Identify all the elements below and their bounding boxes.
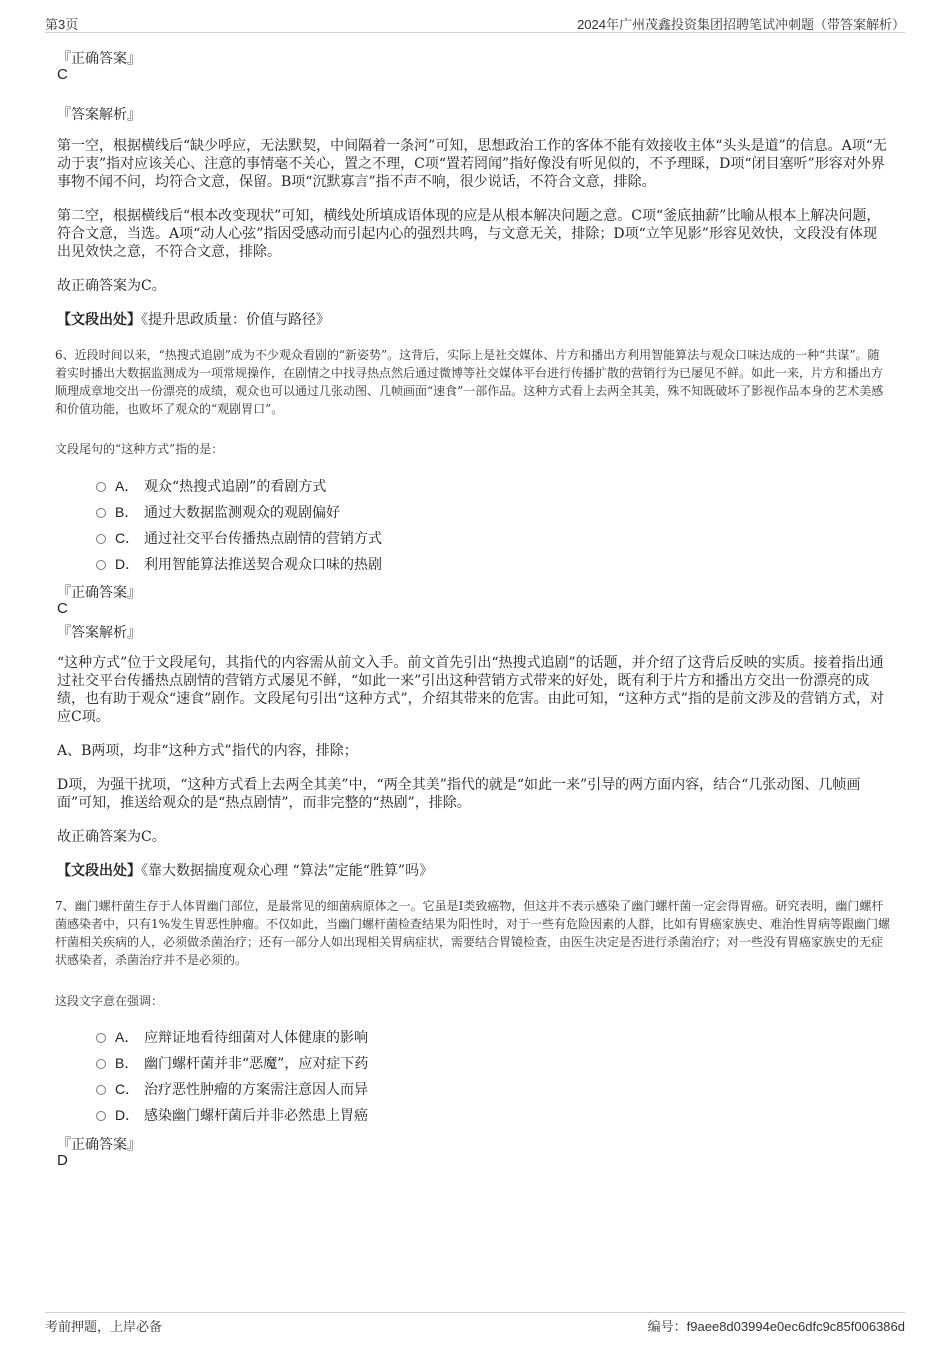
radio-icon[interactable] [96,1059,106,1069]
q5-analysis-label: 『答案解析』 [57,107,141,123]
q7-stem: 7、幽门螺杆菌生存于人体胃幽门部位，是最常见的细菌病原体之一。它虽是Ⅰ类致癌物，但这并不表示感染了幽门螺杆菌一定会得胃癌。研究表明，幽门螺杆菌感染者中，只有1%发生胃恶性肿瘤。不仅如此，当幽门螺杆菌检查结果为阳性时，对于一些有危险因素的人群，比如有胃癌家族史、难治性胃病等跟幽门螺杆菌相关疾病的人，必须做杀菌治疗；还有一部分人如出现相关胃病症状，需要结合胃镜检查，由医生决定是否进行杀菌治疗；对一些没有胃癌家族史的无症状感染者，杀菌治疗并不是必须的。 [55,899,891,967]
q5-answer-label: 『正确答案』 [57,51,141,67]
page-header [45,12,905,33]
q7-answer: D [57,1152,68,1169]
q6-options [96,476,382,574]
radio-icon[interactable] [96,1085,106,1095]
q6-option-c[interactable]: C． 通过社交平台传播热点剧情的营销方式 [96,528,382,548]
document-title: 2024年广州茂鑫投资集团招聘笔试冲刺题（带答案解析） [577,17,905,32]
page-footer [45,1312,905,1335]
source-tag: 【文段出处】 [57,863,141,879]
q6-analysis-label: 『答案解析』 [57,625,141,641]
q5-analysis-p1: 第一空，根据横线后“缺少呼应，无法默契，中间隔着一条河”可知，思想政治工作的客体不能有效接收主体“头头是道”的信息。A项“无动于衷”指对应该关心、注意的事情毫不关心，置之不理，C项“置若罔闻”指好像没有听见似的，不予理睬，D项“闭目塞听”形容对外界事物不闻不问，均符合文意，保留。B项“沉默寡言”指不声不响，很少说话，不符合文意，排除。 [57,138,887,190]
radio-icon[interactable] [96,482,106,492]
radio-icon[interactable] [96,560,106,570]
q6-answer-label: 『正确答案』 [57,585,141,601]
document-code: 编号：f9aee8d03994e0ec6dfc9c85f006386d [647,1319,905,1334]
radio-icon[interactable] [96,1033,106,1043]
q6-stem: 6、近段时间以来，“热搜式追剧”成为不少观众看剧的“新姿势”。这背后，实际上是社交媒体、片方和播出方利用智能算法与观众口味达成的一种“共谋”。随着实时播出大数据监测成为一项常规操作，在剧情之中找寻热点然后通过微博等社交媒体平台进行传播扩散的营销行为已屡见不鲜。如此一来，片方和播出方顺理成章地交出一份漂亮的成绩，观众也可以通过几张动图、几帧画面“速食”一部作品。这种方式看上去两全其美，殊不知既破坏了影视作品本身的艺术美感和价值功能，也败坏了观众的“观剧胃口”。 [55,348,884,416]
radio-icon[interactable] [96,1111,106,1121]
q7-option-d[interactable]: D． 感染幽门螺杆菌后并非必然患上胃癌 [96,1105,368,1125]
q7-option-a[interactable]: A． 应辩证地看待细菌对人体健康的影响 [96,1027,368,1047]
q6-analysis-p1: “这种方式”位于文段尾句，其指代的内容需从前文入手。前文首先引出“热搜式追剧”的话题，并介绍了这背后反映的实质。接着指出通过社交平台传播热点剧情的营销方式屡见不鲜，“如此一来”引出这种营销方式带来的好处，既有利于片方和播出方交出一份漂亮的成绩，也有助于观众“速食”剧作。文段尾句引出“这种方式”，介绍其带来的危害。由此可知，“这种方式”指的是前文涉及的营销方式，对应C项。 [57,655,884,725]
footer-slogan: 考前押题，上岸必备 [45,1319,163,1334]
q6-question: 文段尾句的“这种方式”指的是： [55,442,224,456]
q7-question: 这段文字意在强调： [55,994,164,1008]
q6-option-b[interactable]: B． 通过大数据监测观众的观剧偏好 [96,502,382,522]
q6-analysis-p3: D项，为强干扰项，“这种方式看上去两全其美”中，“两全其美”指代的就是“如此一来”引导的两方面内容，结合“几张动图、几帧画面”可知，推送给观众的是“热点剧情”，而非完整的“热剧”，排除。 [57,777,861,811]
radio-icon[interactable] [96,508,106,518]
q7-answer-label: 『正确答案』 [57,1137,141,1153]
q6-answer: C [57,600,68,617]
q6-option-a[interactable]: A． 观众“热搜式追剧”的看剧方式 [96,476,382,496]
q5-source-title: 《提升思政质量：价值与路径》 [141,312,330,328]
q6-conclusion: 故正确答案为C。 [57,829,166,845]
q6-option-d[interactable]: D． 利用智能算法推送契合观众口味的热剧 [96,554,382,574]
q7-options [96,1027,368,1125]
page-number: 第3页 [45,17,79,32]
q6-source [57,862,433,880]
q6-source-title: 《靠大数据揣度观众心理 “算法”定能“胜算”吗》 [141,863,434,879]
q5-source [57,311,330,329]
q7-option-c[interactable]: C． 治疗恶性肿瘤的方案需注意因人而异 [96,1079,368,1099]
q6-analysis-p2: A、B两项，均非“这种方式”指代的内容，排除； [57,743,358,759]
radio-icon[interactable] [96,534,106,544]
q5-conclusion: 故正确答案为C。 [57,278,166,294]
q5-answer: C [57,66,68,83]
q5-analysis-p2: 第二空，根据横线后“根本改变现状”可知，横线处所填成语体现的应是从根本解决问题之意。C项“釜底抽薪”比喻从根本上解决问题，符合文意，当选。A项“动人心弦”指因受感动而引起内心的强烈共鸣，与文意无关，排除；D项“立竿见影”形容见效快，文段没有体现出见效快之意，不符合文意，排除。 [57,208,881,260]
source-tag: 【文段出处】 [57,312,141,328]
q7-option-b[interactable]: B． 幽门螺杆菌并非“恶魔”，应对症下药 [96,1053,368,1073]
